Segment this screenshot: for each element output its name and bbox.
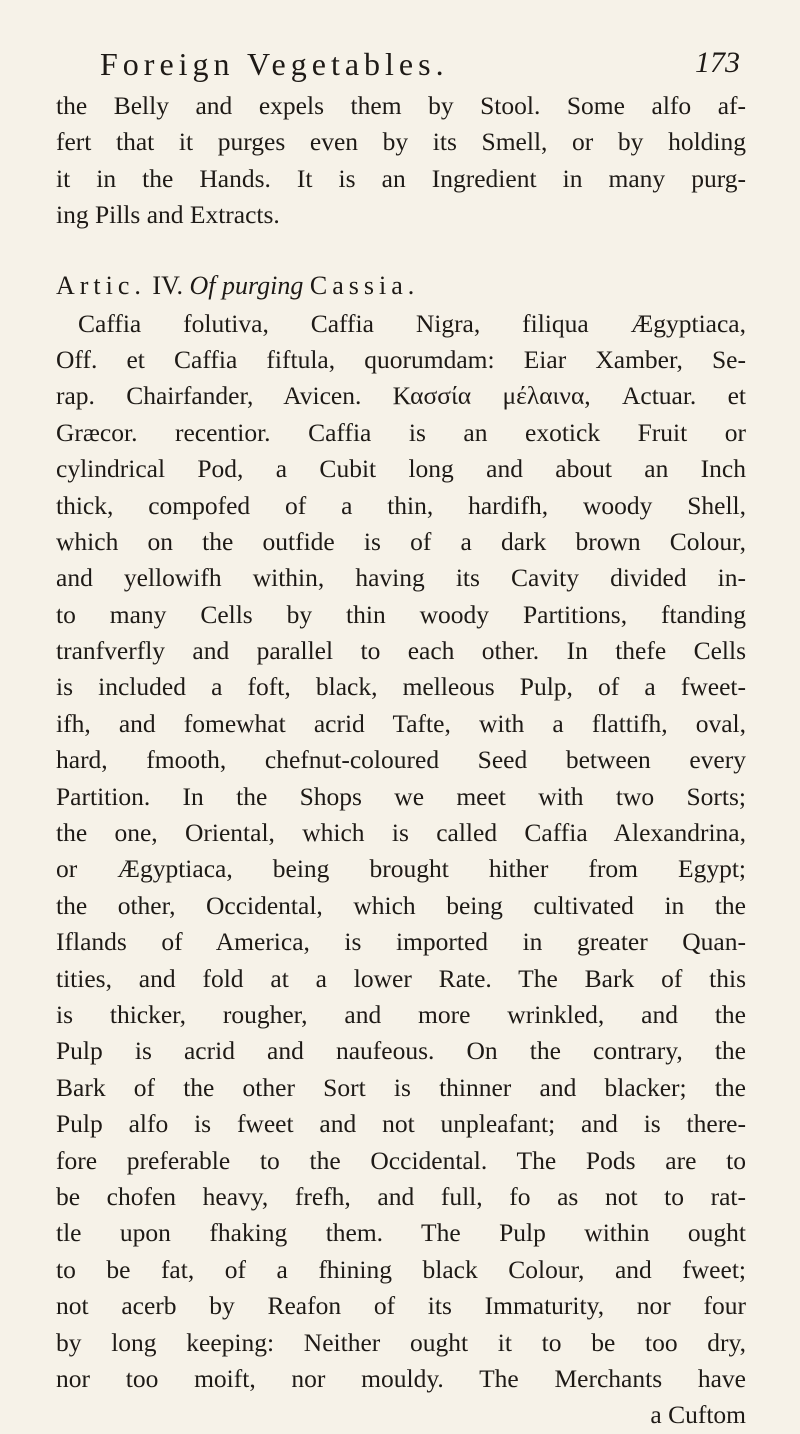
article-heading [56, 266, 746, 306]
text-line: fert that it purges even by its Smell, or by holding [56, 127, 746, 157]
text-line: by long keeping: Neither ought it to be too dry, [56, 1327, 746, 1357]
text-line: Caffia folutiva, Caffia Nigra, filiqua Ægyptiaca, [78, 308, 746, 338]
text-line: ifh, and fomewhat acrid Tafte, with a flattifh, oval, [56, 708, 746, 738]
article-number: IV. [152, 270, 184, 300]
text-line: the Belly and expels them by Stool. Some alfo af- [56, 91, 746, 120]
text-line: or Ægyptiaca, being brought hither from Egypt; [56, 854, 746, 884]
text-line: nor too moift, nor mouldy. The Merchants have [56, 1363, 746, 1393]
body-text [56, 88, 746, 1434]
text-line: rap. Chairfander, Avicen. Κασσία μέλαινα, Actuar. et [56, 381, 746, 411]
text-line: the other, Occidental, which being cultivated in the [56, 890, 746, 920]
text-line: Bark of the other Sort is thinner and blacker; the [56, 1072, 746, 1102]
running-title: Foreign Vegetables. [100, 46, 449, 82]
text-line: Græcor. recentior. Caffia is an exotick Fruit or [56, 417, 746, 447]
text-line: tranfverfly and parallel to each other. In thefe Cells [56, 636, 746, 666]
running-head [100, 46, 740, 86]
article-title-subject: Cassia. [309, 270, 420, 300]
text-line: the one, Oriental, which is called Caffia Alexandrina, [56, 818, 746, 848]
text-line: is included a foft, black, melleous Pulp, of a fweet- [56, 672, 746, 702]
text-line: Pulp alfo is fweet and not unpleafant; and is there- [56, 1109, 746, 1139]
text-line: it in the Hands. It is an Ingredient in many purg- [56, 163, 746, 193]
text-line: tities, and fold at a lower Rate. The Bark of this [56, 963, 746, 993]
page-number: 173 [695, 46, 740, 79]
catchword: a Cuftom [650, 1400, 746, 1430]
article-label: Artic. [56, 270, 146, 300]
text-line: to be fat, of a fhining black Colour, and fweet; [56, 1254, 746, 1284]
section-gap [56, 234, 746, 266]
text-line: is thicker, rougher, and more wrinkled, and the [56, 999, 746, 1029]
text-line: cylindrical Pod, a Cubit long and about an Inch [56, 454, 746, 484]
text-line: not acerb by Reafon of its Immaturity, nor four [56, 1291, 746, 1321]
text-line: Off. et Caffia fiftula, quorumdam: Eiar Xamber, Se- [56, 344, 746, 374]
text-line: be chofen heavy, frefh, and full, fo as not to rat- [56, 1181, 746, 1211]
text-line: and yellowifh within, having its Cavity divided in- [56, 563, 746, 593]
text-line: Partition. In the Shops we meet with two Sorts; [56, 781, 746, 811]
text-line: to many Cells by thin woody Partitions, ftanding [56, 599, 746, 629]
text-line: which on the outfide is of a dark brown Colour, [56, 526, 746, 556]
text-line: Iflands of America, is imported in greater Quan- [56, 927, 746, 957]
paragraph-after-heading [56, 306, 746, 1398]
text-line: thick, compofed of a thin, hardifh, woody Shell, [56, 490, 746, 520]
text-line: hard, fmooth, chefnut-coloured Seed between every [56, 745, 746, 775]
text-line: fore preferable to the Occidental. The Pods are to [56, 1145, 746, 1175]
text-line: Pulp is acrid and naufeous. On the contrary, the [56, 1036, 746, 1066]
text-line: tle upon fhaking them. The Pulp within ought [56, 1218, 746, 1248]
paragraph-before-heading [56, 88, 746, 234]
text-line: ing Pills and Extracts. [56, 200, 280, 230]
article-title-italic: Of purging [189, 270, 304, 300]
